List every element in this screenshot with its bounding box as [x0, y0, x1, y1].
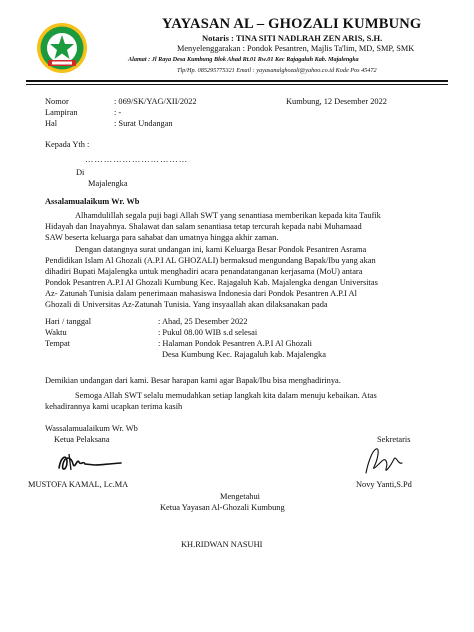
- event-time-value: : Pukul 08.00 WIB s.d selesai: [158, 328, 258, 337]
- foundation-logo: [36, 22, 88, 74]
- closing-line-1: Demikian undangan dari kami. Besar harapan kami agar Bapak/Ibu bisa menghadirinya.: [45, 376, 341, 385]
- paragraph-2-line-6: Ghozali di Universitas Az-Zatunah Tunisia. Yang insyaallah akan dilaksanakan pada: [45, 300, 328, 309]
- event-date-label: Hari / tanggal: [45, 317, 92, 326]
- right-signature: [358, 445, 408, 479]
- closing-salam: Wassalamualaikum Wr. Wb: [45, 424, 138, 433]
- event-place-label: Tempat: [45, 339, 70, 348]
- event-time-label: Waktu: [45, 328, 67, 337]
- greeting: Assalamualaikum Wr. Wb: [45, 197, 140, 206]
- letterhead-divider-thick: [26, 80, 448, 82]
- nomor-value: : 069/SK/YAG/XII/2022: [114, 97, 197, 106]
- paragraph-2-line-5: Az- Zatunah Tunisia dalam penerimaan mahasiswa Indonesia dari Pondok Pesantren A.P.I Al: [45, 289, 357, 298]
- notary-line: Notaris : TINA SITI NADLRAH ZEN ARIS, S.H.: [202, 33, 383, 43]
- recipient-placeholder: ……………………………: [85, 155, 189, 164]
- event-place-value-1: : Halaman Pondok Pesantren A.P.I Al Ghozali: [158, 339, 312, 348]
- closing-line-3: kehadirannya kami ucapkan terima kasih: [45, 402, 183, 411]
- right-signer-name: Novy Yanti,S.Pd: [356, 480, 412, 489]
- letter-date: Kumbung, 12 Desember 2022: [286, 97, 387, 106]
- left-signer-name: MUSTOFA KAMAL, Lc.MA: [28, 480, 129, 489]
- event-place-value-2: Desa Kumbung Kec. Rajagaluh kab. Majalengka: [162, 350, 326, 359]
- organizer-line: Menyelenggarakan : Pondok Pesantren, Majlis Ta'lim, MD, SMP, SMK: [177, 44, 415, 53]
- contact-line: Tlp/Hp. 085295775321 Email : yayasanalghozali@yahoo.co.id Kode Pos 45472: [177, 67, 377, 74]
- paragraph-2-line-3: dihadiri Bupati Majalengka untuk menghadiri acara penandatanganan kerjasama (MoU) antara: [45, 267, 363, 276]
- paragraph-1-line-3: SAW beserta keluarga para sahabat dan umatnya hingga akhir zaman.: [45, 233, 279, 242]
- hal-label: Hal: [45, 119, 58, 128]
- recipient-salutation: Kepada Yth :: [45, 140, 90, 149]
- address-line: Alamat : Jl Raya Desa Kumbung Blok Ahad Rt.01 Rw.01 Kec Rajagaluh Kab. Majalengka: [128, 56, 359, 63]
- letterhead-divider-thin: [26, 84, 448, 85]
- organization-name: YAYASAN AL – GHOZALI KUMBUNG: [162, 16, 422, 32]
- paragraph-1-line-1: Alhamdulillah segala puji bagi Allah SWT yang senantiasa memberikan kepada kita Taufik: [75, 211, 381, 220]
- chair-name: KH.RIDWAN NASUHI: [181, 540, 263, 549]
- event-date-value: : Ahad, 25 Desember 2022: [158, 317, 248, 326]
- left-signature: [55, 448, 125, 476]
- lampiran-label: Lampiran: [45, 108, 78, 117]
- right-signer-title: Sekretaris: [377, 435, 411, 444]
- acknowledged-label: Mengetahui: [220, 492, 261, 501]
- closing-line-2: Semoga Allah SWT selalu memudahkan setiap langkah kita dalam menuju kebaikan. Atas: [75, 391, 377, 400]
- paragraph-2-line-4: Pondok Pesantren A.P.I Al Ghozali Kumbung Kec. Rajagaluh Kab. Majalengka dengan Universitas: [45, 278, 378, 287]
- paragraph-1-line-2: Hidayah dan Inayahnya. Shalawat dan salam senantiasa tetap tercurah kepada nabi Muhamaad: [45, 222, 362, 231]
- chair-title: Ketua Yayasan Al-Ghozali Kumbung: [160, 503, 285, 512]
- lampiran-value: : -: [114, 108, 122, 117]
- recipient-di: Di: [76, 168, 85, 177]
- hal-value: : Surat Undangan: [114, 119, 173, 128]
- recipient-location: Majalengka: [88, 179, 128, 188]
- paragraph-2-line-2: Pendidikan Islam Al Ghozali (A.P.I AL GHOZALI) bermaksud mengundang Bapak/Ibu yang akan: [45, 256, 376, 265]
- paragraph-2-line-1: Dengan datangnya surat undangan ini, kami Keluarga Besar Pondok Pesantren Asrama: [75, 245, 367, 254]
- left-signer-title: Ketua Pelaksana: [54, 435, 110, 444]
- nomor-label: Nomor: [45, 97, 69, 106]
